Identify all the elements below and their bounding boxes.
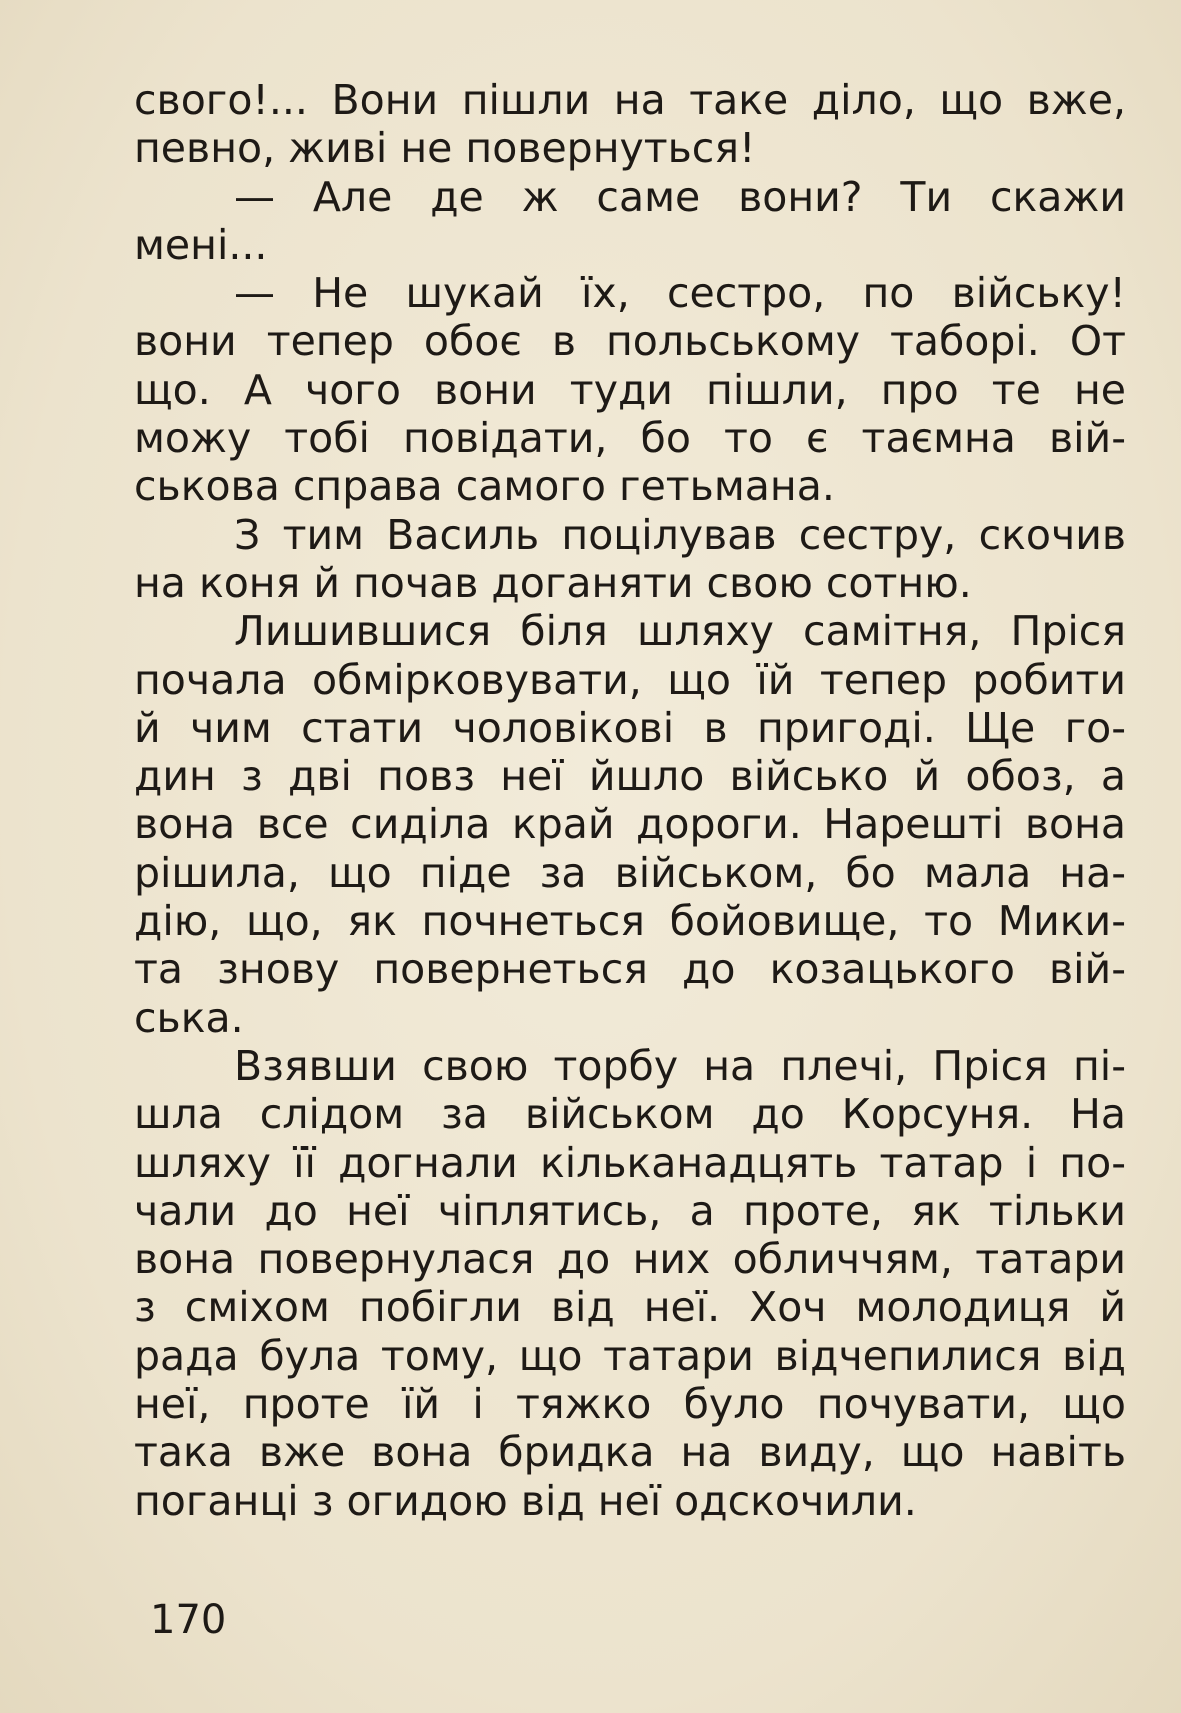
text-line: чали до неї чіплятись, а проте, як тільки [134, 1186, 1126, 1235]
text-line: вона повернулася до них обличчям, татари [134, 1235, 1126, 1284]
text-line: певно, живі не повернуться! [134, 124, 756, 173]
text-line: рада була тому, що татари відчепилися від [134, 1331, 1126, 1380]
text-line: ськова справа самого гетьмана. [134, 462, 835, 511]
text-line: можу тобі повідати, бо то є таємна вій- [134, 414, 1126, 463]
text-line: та знову повернеться до козацького вій- [134, 945, 1126, 994]
text-line: Взявши свою торбу на плечі, Пріся пі- [234, 1041, 1126, 1090]
text-line: така вже вона бридка на виду, що навіть [134, 1428, 1126, 1477]
text-line: шляху її догнали кільканадцять татар і по- [134, 1138, 1126, 1187]
text-line: — Не шукай їх, сестро, по війську! [234, 269, 1126, 318]
page-body-text [134, 76, 1126, 1525]
text-line: вони тепер обоє в польському таборі. От [134, 317, 1126, 366]
text-line: дію, що, як почнеться бойовище, то Мики- [134, 897, 1126, 946]
text-line: мені... [134, 220, 268, 269]
text-line: свого!... Вони пішли на таке діло, що вже, [134, 76, 1126, 124]
text-line: ська. [134, 993, 244, 1042]
text-line: З тим Василь поцілував сестру, скочив [234, 510, 1126, 559]
text-line: дин з дві повз неї йшло військо й обоз, а [134, 752, 1126, 801]
text-line: що. А чого вони туди пішли, про те не [134, 365, 1126, 414]
text-line: рішила, що піде за військом, бо мала на- [134, 848, 1126, 897]
page-number: 170 [150, 1597, 227, 1643]
text-line: Лишившися біля шляху самітня, Пріся [234, 607, 1126, 656]
text-line: з сміхом побігли від неї. Хоч молодиця й [134, 1283, 1126, 1332]
text-line: вона все сиділа край дороги. Нарешті вона [134, 800, 1126, 849]
text-line: на коня й почав доганяти свою сотню. [134, 558, 972, 607]
text-line: неї, проте їй і тяжко було почувати, що [134, 1380, 1126, 1429]
text-line: й чим стати чоловікові в пригоді. Ще го- [134, 703, 1126, 752]
text-line: поганці з огидою від неї одскочили. [134, 1476, 917, 1525]
text-line: шла слідом за військом до Корсуня. На [134, 1090, 1126, 1139]
text-line: почала обмірковувати, що їй тепер робити [134, 655, 1126, 704]
text-line: — Але де ж саме вони? Ти скажи [234, 172, 1126, 221]
